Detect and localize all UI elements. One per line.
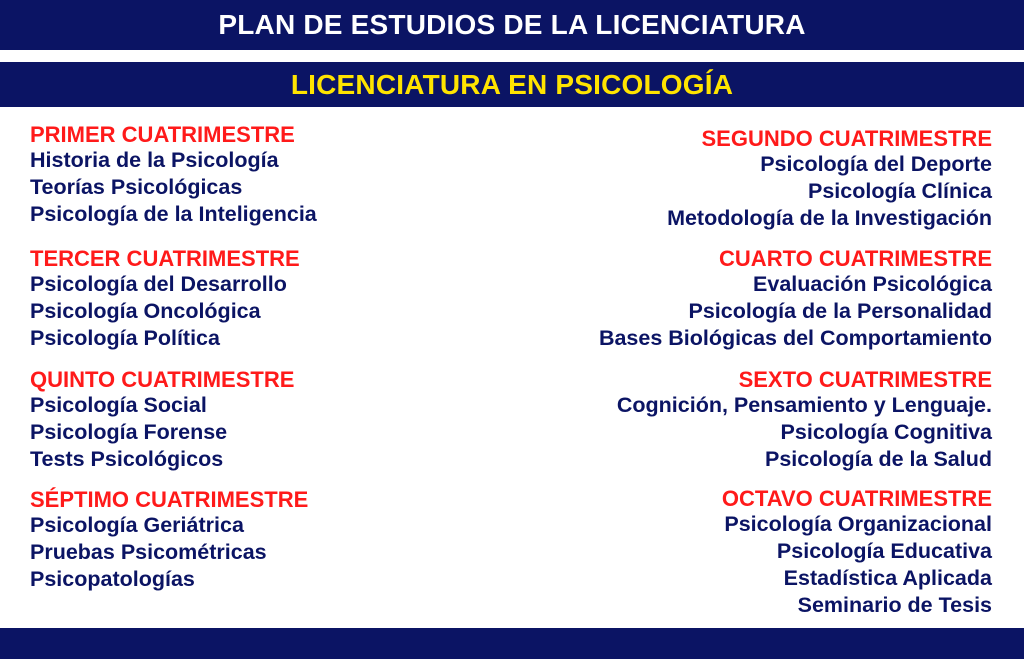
course-item: Estadística Aplicada — [783, 566, 992, 590]
course-item: Teorías Psicológicas — [30, 175, 243, 199]
semester-title: OCTAVO CUATRIMESTRE — [721, 486, 992, 511]
semester-title: CUARTO CUATRIMESTRE — [719, 246, 992, 271]
semester-block-5 — [30, 368, 510, 473]
course-item: Metodología de la Investigación — [667, 206, 992, 230]
course-item: Psicología de la Personalidad — [688, 299, 992, 323]
course-item: Psicología Política — [30, 326, 220, 350]
course-item: Tests Psicológicos — [30, 447, 224, 471]
course-item: Psicopatologías — [30, 567, 195, 591]
course-item: Psicología Social — [30, 393, 207, 417]
course-item: Cognición, Pensamiento y Lenguaje. — [616, 393, 992, 417]
footer-bar — [0, 628, 1024, 659]
semester-title: SÉPTIMO CUATRIMESTRE — [30, 487, 309, 512]
course-item: Seminario de Tesis — [797, 593, 992, 617]
course-item: Psicología del Deporte — [760, 152, 992, 176]
course-item: Bases Biológicas del Comportamiento — [598, 326, 992, 350]
header-bar — [0, 0, 1024, 50]
semester-block-7 — [30, 488, 510, 593]
semester-block-3 — [30, 247, 510, 352]
course-item: Psicología Oncológica — [30, 299, 261, 323]
semester-block-6 — [512, 368, 992, 473]
subheader-bar — [0, 62, 1024, 107]
semester-title: SEGUNDO CUATRIMESTRE — [701, 126, 992, 151]
course-item: Psicología de la Salud — [764, 447, 992, 471]
semester-block-2 — [512, 127, 992, 232]
course-item: Historia de la Psicología — [30, 148, 279, 172]
semester-block-8 — [512, 487, 992, 619]
semester-title: PRIMER CUATRIMESTRE — [30, 122, 295, 147]
course-item: Psicología Educativa — [776, 539, 992, 563]
semester-title: TERCER CUATRIMESTRE — [30, 246, 300, 271]
course-item: Psicología Forense — [30, 420, 228, 444]
semester-title: QUINTO CUATRIMESTRE — [30, 367, 295, 392]
course-item: Psicología de la Inteligencia — [30, 202, 317, 226]
semester-title: SEXTO CUATRIMESTRE — [738, 367, 992, 392]
course-item: Psicología Cognitiva — [780, 420, 992, 444]
program-title: LICENCIATURA EN PSICOLOGÍA — [290, 68, 734, 100]
course-item: Psicología Geriátrica — [30, 513, 244, 537]
semester-block-4 — [512, 247, 992, 352]
page-title: PLAN DE ESTUDIOS DE LA LICENCIATURA — [218, 9, 806, 40]
course-item: Psicología Clínica — [808, 179, 992, 203]
course-item: Psicología Organizacional — [724, 512, 992, 536]
course-item: Evaluación Psicológica — [753, 272, 992, 296]
course-item: Psicología del Desarrollo — [30, 272, 287, 296]
semester-block-1 — [30, 123, 510, 228]
course-item: Pruebas Psicométricas — [30, 540, 267, 564]
